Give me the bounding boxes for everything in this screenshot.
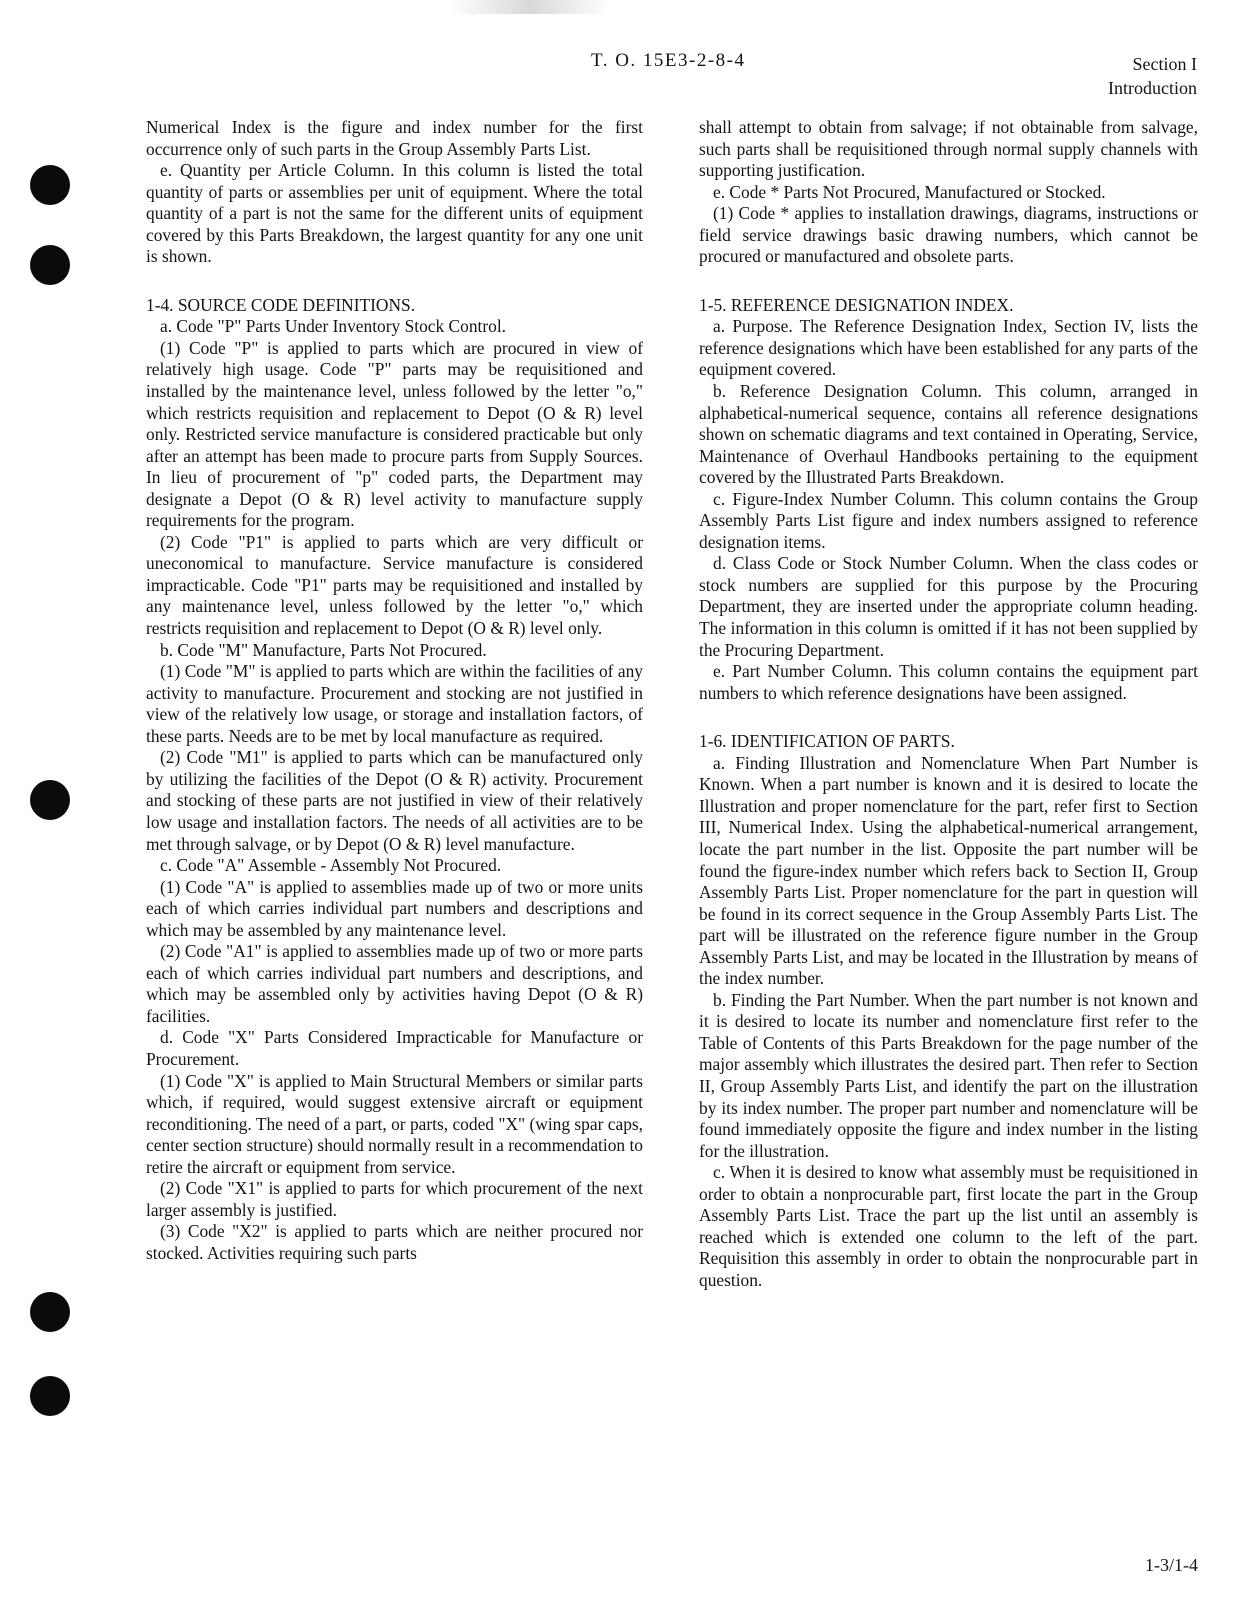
paragraph: (1) Code "P" is applied to parts which are procured in view of relatively high usage. Code "P" parts may be requisitioned and installed by the maintenance level, unless followed by the letter "o," which restricts requisition and replacement to Depot (O & R) level only. Restricted service manufacture is considered practicable but only after an attempt has been made to procure parts from Supply Sources. In lieu of procurement of "p" coded parts, the Department may designate a Depot (O & R) level activity to manufacture supply requirements for the program. xyxy=(146,337,643,531)
paragraph: (2) Code "M1" is applied to parts which can be manufactured only by utilizing the facilities of the Depot (O & R) activity. Procurement and stocking of these parts are not justified in view of their relatively low usage and installation factors. The needs of all activities are to be met through salvage, or by Depot (O & R) level manufacture. xyxy=(146,747,643,854)
paragraph: e. Code * Parts Not Procured, Manufactured or Stocked. xyxy=(713,181,1106,202)
page-number: 1-3/1-4 xyxy=(1145,1555,1198,1575)
binder-hole xyxy=(30,245,70,285)
paragraph: c. Code "A" Assemble - Assembly Not Procured. xyxy=(160,855,502,876)
paragraph: b. Finding the Part Number. When the part number is not known and it is desired to locate its number and nomenclature first refer to the Table of Contents of this Parts Breakdown for the page number of the major assembly which illustrates the desired part. Then refer to Section II, Group Assembly Parts List, and identify the part on the illustration by its index number. The proper part number and nomenclature will be found immediately opposite the figure and index number in the listing for the illustration. xyxy=(699,989,1198,1161)
left-column xyxy=(146,117,643,1264)
paragraph: Numerical Index is the figure and index number for the first occurrence only of such parts in the Group Assembly Parts List. xyxy=(146,117,643,159)
paragraph: c. Figure-Index Number Column. This column contains the Group Assembly Parts List figure and index numbers assigned to reference designation items. xyxy=(699,488,1198,552)
binder-hole xyxy=(30,1376,70,1416)
section-heading-1-4: 1-4. SOURCE CODE DEFINITIONS. xyxy=(146,294,416,315)
scan-smudge xyxy=(450,0,610,14)
paragraph: a. Purpose. The Reference Designation Index, Section IV, lists the reference designations which have been established for any parts of the equipment covered. xyxy=(699,316,1198,380)
paragraph: c. When it is desired to know what assembly must be requisitioned in order to obtain a nonprocurable part, first locate the part in the Group Assembly Parts List. Trace the part up the list until an assembly is reached which is extended one column to the left of the part. Requisition this assembly in order to obtain the nonprocurable part in question. xyxy=(699,1162,1198,1290)
paragraph: (2) Code "X1" is applied to parts for which procurement of the next larger assembly is justified. xyxy=(146,1178,643,1220)
paragraph: e. Part Number Column. This column contains the equipment part numbers to which reference designations have been assigned. xyxy=(699,661,1198,703)
section-heading-1-6: 1-6. IDENTIFICATION OF PARTS. xyxy=(699,731,955,752)
section-heading-1-5: 1-5. REFERENCE DESIGNATION INDEX. xyxy=(699,294,1014,315)
binder-hole xyxy=(30,165,70,205)
section-title: Introduction xyxy=(1108,78,1197,98)
paragraph: b. Code "M" Manufacture, Parts Not Procured. xyxy=(160,639,487,660)
paragraph: (1) Code "M" is applied to parts which are within the facilities of any activity to manufacture. Procurement and stocking are not justified in view of the relatively low usage, or storage and installation factors, of these parts. Needs are to be met by local manufacture as required. xyxy=(146,661,643,746)
binder-hole xyxy=(30,1292,70,1332)
paragraph: (2) Code "P1" is applied to parts which are very difficult or uneconomical to manufacture. Service manufacture is considered impracticable. Code "P1" parts may be requisitioned and installed by any maintenance level, unless followed by the letter "o," which restricts requisition and replacement to Depot (O & R) level only. xyxy=(146,531,643,639)
paragraph: e. Quantity per Article Column. In this column is listed the total quantity of parts or assemblies per unit of equipment. Where the total quantity of a part is not the same for the different units of equipment covered by this Parts Breakdown, the largest quantity for any one unit is shown. xyxy=(146,160,643,267)
paragraph: d. Class Code or Stock Number Column. When the class codes or stock numbers are supplied for this purpose by the Procuring Department, they are inserted under the appropriate column heading. The information in this column is omitted if it has not been supplied by the Procuring Department. xyxy=(699,553,1198,660)
paragraph: (1) Code "A" is applied to assemblies made up of two or more units each of which carries individual part numbers and descriptions and which may be assembled by any maintenance level. xyxy=(146,876,643,940)
paragraph: shall attempt to obtain from salvage; if not obtainable from salvage, such parts shall be requisitioned through normal supply channels with supporting justification. xyxy=(699,117,1198,181)
section-header xyxy=(1108,52,1197,100)
paragraph: (2) Code "A1" is applied to assemblies made up of two or more parts each of which carries individual part numbers and descriptions, and which may be assembled only by activities having Depot (O & R) facilities. xyxy=(146,941,643,1026)
to-number: T. O. 15E3-2-8-4 xyxy=(591,50,746,71)
paragraph: (1) Code "X" is applied to Main Structural Members or similar parts which, if required, would suggest extensive aircraft or equipment reconditioning. The need of a part, or parts, coded "X" (wing spar caps, center section structure) should normally result in a recommendation to retire the aircraft or equipment from service. xyxy=(146,1070,643,1177)
right-column xyxy=(699,117,1198,1291)
paragraph: (1) Code * applies to installation drawings, diagrams, instructions or field service drawings basic drawing numbers, which cannot be procured or manufactured and obsolete parts. xyxy=(699,203,1198,267)
paragraph: a. Code "P" Parts Under Inventory Stock Control. xyxy=(160,316,507,337)
section-label: Section I xyxy=(1132,54,1197,74)
paragraph: a. Finding Illustration and Nomenclature When Part Number is Known. When a part number is known and it is desired to locate the Illustration and proper nomenclature for the part, refer first to Section III, Numerical Index. Using the alphabetical-numerical arrangement, locate the part number in the list. Opposite the part number will be found the figure-index number which refers back to Section II, Group Assembly Parts List. Proper nomenclature for the part in question will be found in its correct sequence in the Group Assembly Parts List. The part will be illustrated on the reference figure number in the Group Assembly Parts List, and may be located in the Illustration by means of the index number. xyxy=(699,752,1198,989)
paragraph: (3) Code "X2" is applied to parts which are neither procured nor stocked. Activities requiring such parts xyxy=(146,1221,643,1263)
paragraph: d. Code "X" Parts Considered Impracticable for Manufacture or Procurement. xyxy=(146,1027,643,1069)
binder-hole xyxy=(30,780,70,820)
paragraph: b. Reference Designation Column. This column, arranged in alphabetical-numerical sequence, contains all reference designations shown on schematic diagrams and text contained in Operating, Service, Maintenance of Overhaul Handbooks pertaining to the equipment covered by the Illustrated Parts Breakdown. xyxy=(699,381,1198,488)
